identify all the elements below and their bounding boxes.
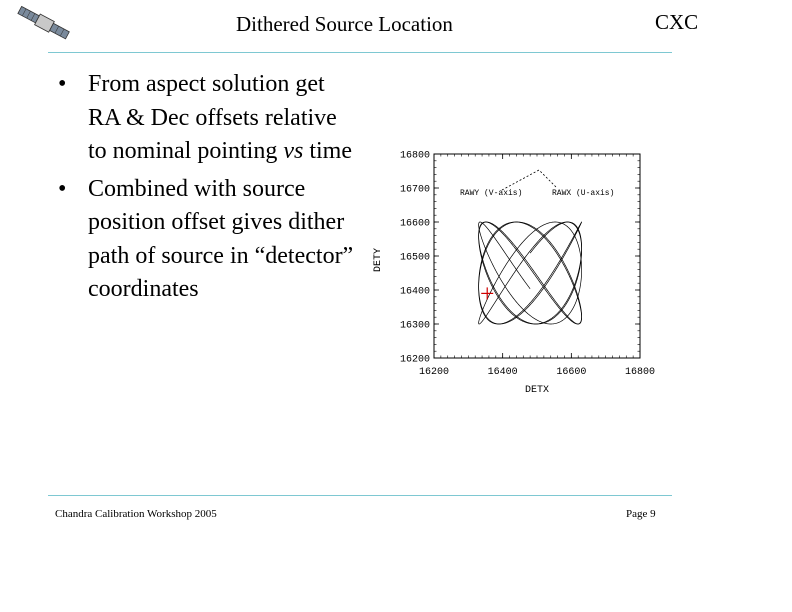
page-number: Page 9 [626,508,656,520]
organization-label: CXC [655,10,699,34]
x-tick-label: 16400 [487,367,518,378]
dither-segment [479,222,582,324]
plot-frame [434,154,640,358]
slide-title: Dithered Source Location [236,12,453,36]
bullet-list [58,68,358,311]
footer-rule [48,495,672,496]
x-tick-label: 16200 [418,367,450,378]
y-tick-label: 16300 [399,320,430,332]
y-tick-label: 16700 [399,184,430,196]
bullet-dot: • [58,175,67,202]
dither-path [479,222,582,324]
bullet-item [58,68,358,169]
x-axis-label: DETX [524,385,550,396]
footer-workshop: Chandra Calibration Workshop 2005 [55,508,217,520]
dither-plot [352,140,672,400]
satellite-icon [14,4,74,44]
bullet-text: From aspect solution get RA & Dec offsets relative to nominal pointing vs time [88,71,352,164]
source-marker [481,287,493,299]
annotation-rawx: RAWX (U-axis) [552,189,615,198]
annotation-arrow [502,170,557,190]
y-tick-label: 16500 [399,252,430,264]
x-tick-label: 16600 [556,367,587,378]
x-tick-label: 16800 [624,367,656,378]
bullet-item [58,173,358,307]
y-tick-label: 16200 [399,354,430,366]
y-tick-label: 16800 [399,150,430,162]
bullet-text: Combined with source position offset gives dither path of source in “detector” coordinates [88,175,354,302]
y-axis-label: DETY [373,247,384,273]
annotation-rawy: RAWY (V-axis) [460,189,523,198]
y-tick-label: 16400 [399,286,430,298]
y-tick-label: 16600 [399,218,430,230]
header-rule [48,52,672,53]
bullet-dot: • [58,71,67,97]
